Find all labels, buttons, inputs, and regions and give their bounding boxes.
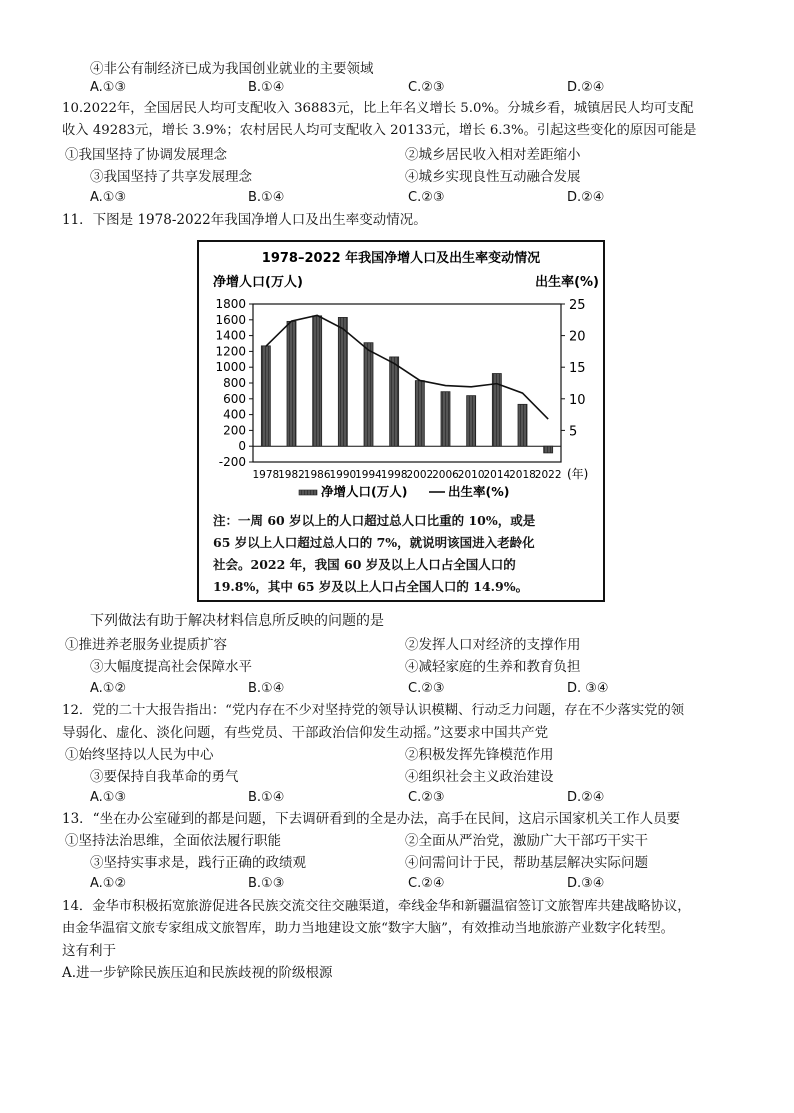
q10-option-b: B.①④	[248, 190, 285, 205]
q12-option-d: D.②④	[567, 790, 605, 805]
bar-net-increase	[364, 343, 373, 446]
bar-net-increase	[415, 381, 424, 447]
q13-option-c: C.②④	[408, 876, 445, 891]
q11-option-a: A.①②	[90, 681, 127, 696]
x-tick-label: 2010	[457, 469, 485, 481]
q13-option-d: D.③④	[567, 876, 605, 891]
bar-net-increase	[441, 392, 450, 447]
q12-stem-line2: 导弱化、虚化、淡化问题，有些党员、干部政治信仰发生动摇。”这要求中国共产党	[62, 725, 549, 741]
q10-item3: ③我国坚持了共享发展理念	[90, 169, 252, 185]
q11-option-d: D. ③④	[567, 681, 609, 696]
q9-option-a: A.①③	[90, 80, 127, 95]
q12-item4: ④组织社会主义政治建设	[405, 769, 554, 785]
x-tick-label: 2002	[406, 469, 434, 481]
q10-item1: ①我国坚持了协调发展理念	[65, 147, 227, 163]
q11-option-b: B.①④	[248, 681, 285, 696]
q10-item4: ④城乡实现良性互动融合发展	[405, 169, 581, 185]
q11-item1: ①推进养老服务业提质扩容	[65, 637, 227, 653]
q11-item2: ②发挥人口对经济的支撑作用	[405, 637, 581, 653]
q12-item2: ②积极发挥先锋模范作用	[405, 747, 554, 763]
bar-net-increase	[544, 446, 553, 453]
chart-note-line4: 19.8%，其中 65 岁及以上人口占全国人口的 14.9%。	[213, 579, 529, 594]
q10-stem-line1: 10.2022年，全国居民人均可支配收入 36883元，比上年名义增长 5.0%。分城乡看，城镇居民人均可支配	[62, 101, 694, 116]
legend-line-label: 出生率(%)	[448, 484, 510, 499]
left-tick-label: -200	[218, 455, 246, 469]
q13-item4: ④问需问计于民，帮助基层解决实际问题	[405, 855, 648, 871]
q14-stem-line2: 由金华温宿文旅专家组成文旅智库，助力当地建设文旅“数字大脑”，有效推动当地旅游产业数字化转型。	[62, 921, 674, 936]
q9-option-b: B.①④	[248, 80, 285, 95]
x-tick-label: 1990	[329, 469, 357, 481]
left-tick-label: 1200	[215, 344, 246, 359]
x-axis-unit: (年)	[567, 467, 589, 481]
x-tick-label: 2006	[432, 469, 459, 481]
q13-item2: ②全面从严治党，激励广大干部巧干实干	[405, 833, 648, 849]
q9-option-c: C.②③	[408, 80, 445, 95]
chart-note-line3: 社会。2022 年，我国 60 岁及以上人口占全国人口的	[213, 557, 516, 572]
q11-stem: 11．下图是 1978-2022年我国净增人口及出生率变动情况。	[62, 212, 427, 228]
q9-option-d: D.②④	[567, 80, 605, 95]
q14-stem-line3: 这有利于	[62, 943, 116, 959]
x-tick-label: 2018	[509, 469, 536, 481]
q10-item2: ②城乡居民收入相对差距缩小	[405, 147, 581, 163]
q12-option-c: C.②③	[408, 790, 445, 805]
bar-net-increase	[287, 321, 296, 446]
chart-right-axis-title: 出生率(%)	[535, 275, 599, 290]
left-tick-label: 1600	[215, 312, 246, 327]
q13-option-a: A.①②	[90, 876, 127, 891]
bar-net-increase	[313, 316, 322, 446]
legend-bar-label: 净增人口(万人)	[321, 484, 408, 499]
right-tick-label: 5	[569, 424, 578, 440]
q13-item1: ①坚持法治思维，全面依法履行职能	[65, 833, 281, 849]
q10-option-c: C.②③	[408, 190, 445, 205]
left-tick-label: 200	[223, 423, 246, 438]
q11-question: 下列做法有助于解决材料信息所反映的问题的是	[90, 613, 384, 629]
q10-option-d: D.②④	[567, 190, 605, 205]
left-tick-label: 400	[223, 407, 246, 422]
bar-net-increase	[338, 317, 347, 446]
chart-note-line1: 注：一周 60 岁以上的人口超过总人口比重的 10%，或是	[213, 513, 536, 528]
q13-item3: ③坚持实事求是，践行正确的政绩观	[90, 855, 306, 871]
right-tick-label: 15	[569, 361, 586, 377]
q12-stem-line1: 12．党的二十大报告指出：“党内存在不少对坚持党的领导认识模糊、行动乏力问题，存在不少落实党的领	[62, 703, 685, 718]
x-tick-label: 2022	[534, 469, 562, 481]
q14-option-a: A.进一步铲除民族压迫和民族歧视的阶级根源	[62, 965, 333, 981]
x-tick-label: 1982	[278, 469, 305, 481]
x-tick-label: 2014	[483, 469, 511, 481]
chart-plot-frame	[253, 304, 561, 462]
q14-stem-line1: 14．金华市积极拓宽旅游促进各民族交流交往交融渠道，牵线金华和新疆温宿签订文旅智库共建战略协议，	[62, 899, 691, 914]
q13-option-b: B.①③	[248, 876, 285, 891]
legend-bar-swatch	[299, 490, 317, 495]
line-birth-rate	[266, 315, 548, 419]
left-tick-label: 800	[223, 376, 246, 390]
left-tick-label: 0	[238, 439, 246, 454]
left-tick-label: 1800	[215, 297, 246, 311]
chart-note-line2: 65 岁以上人口超过总人口的 7%，就说明该国进入老龄化	[213, 535, 535, 550]
q12-item3: ③要保持自我革命的勇气	[90, 769, 239, 785]
left-tick-label: 600	[223, 391, 246, 406]
q12-item1: ①始终坚持以人民为中心	[65, 747, 214, 763]
x-tick-label: 1978	[252, 469, 280, 481]
x-tick-label: 1994	[355, 469, 382, 481]
q11-item4: ④减轻家庭的生养和教育负担	[405, 659, 581, 675]
q10-option-a: A.①③	[90, 190, 127, 205]
q13-stem: 13．“坐在办公室碰到的都是问题，下去调研看到的全是办法，高手在民间，这启示国家机关工作人员要	[62, 811, 681, 827]
q10-stem-line2: 收入 49283元，增长 3.9%；农村居民人均可支配收入 20133元，增长 6.3%。引起这些变化的原因可能是	[62, 123, 697, 138]
left-tick-label: 1400	[215, 328, 246, 343]
q12-option-a: A.①③	[90, 790, 127, 805]
q12-option-b: B.①④	[248, 790, 285, 805]
x-tick-label: 1998	[380, 469, 408, 481]
x-tick-label: 1986	[303, 469, 331, 481]
right-tick-label: 20	[569, 329, 586, 345]
bar-net-increase	[467, 396, 476, 447]
q11-item3: ③大幅度提高社会保障水平	[90, 659, 252, 675]
bar-net-increase	[390, 357, 399, 446]
chart-title: 1978–2022 年我国净增人口及出生率变动情况	[261, 251, 541, 266]
right-tick-label: 10	[569, 392, 586, 408]
right-tick-label: 25	[569, 298, 586, 313]
left-tick-label: 1000	[215, 360, 246, 375]
chart-left-axis-title: 净增人口(万人)	[213, 275, 303, 290]
chart-figure	[197, 240, 605, 602]
q9-item4: ④非公有制经济已成为我国创业就业的主要领域	[90, 61, 374, 77]
q11-option-c: C.②③	[408, 681, 445, 696]
bar-net-increase	[518, 404, 527, 446]
bar-net-increase	[261, 346, 270, 446]
